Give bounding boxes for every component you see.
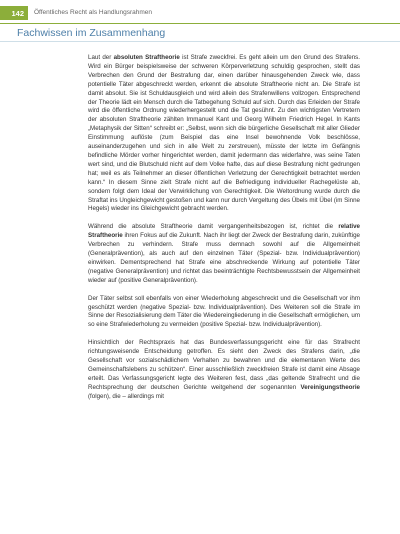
section-title: Fachwissen im Zusammenhang [17,27,166,39]
running-head: Öffentliches Recht als Handlungsrahmen [34,9,153,16]
paragraph-court-ruling [88,339,360,401]
text-run: (folgen), die – allerdings mit [88,392,165,400]
body-text [88,54,360,411]
section-rule [0,41,400,42]
text-run: ist Strafe zweckfrei. Es geht allein um den Grund des Strafens. Wird ein Bürger beispielsweise der schweren Körperverletzung schuldig gesprochen, stellt das Verbrechen den Grund der Bestrafung dar, einen darüber hinausgehenden Zweck wie, dass potentielle Täter abgeschreckt werden, erkennt die absolute Straftheorie nicht an. Die Strafe ist damit absolut. Sie ist Schuldausgleich und wird allein des Strafenwillens vollzogen. Entsprechend der Theorie lädt ein Mensch durch die Tatbegehung Schuld auf sich. Durch das Erleiden der Strafe wird die öffentliche Ordnung wiederhergestellt und die Tat gesühnt. Zu den wichtigsten Vertretern der absoluten Straftheorie zählten Immanuel Kant und Georg Wilhelm Friedrich Hegel. In Kants „Metaphysik der Sitten“ schreibt er: „Selbst, wenn sich die bürgerliche Gesellschaft mit aller Glieder Einstimmung auflöste (zum Beispiel das eine Insel bewohnende Volk beschlösse, auseinanderzugehen und sich in alle Welt zu zerstreuen), müsste der letzte im Gefängnis befindliche Mörder vorher hingerichtet werden, damit jedermann das widerfahre, was seine Taten wert sind, und die Blutschuld nicht auf dem Volke hafte, das auf diese Bestrafung nicht gedrungen hat; weil es als Teilnehmer an dieser öffentlichen Verletzung der Gerechtigkeit betrachtet werden kann.“ In diesem Sinne zielt Strafe nicht auf die Befriedigung individueller Rachegelüste ab, sondern folgt dem Ideal der Verwirklichung von Gerechtigkeit. Die Weltordnung wurde durch die Straftat ins Ungleichgewicht gestoßen und kann nur durch Vergeltung des Übels mit Übel (im Sinne Hegels) wieder ins Gleichgewicht gebracht werden. [88,54,360,213]
paragraph-absolute-theory [88,54,360,214]
text-run: Laut der [88,54,114,61]
header-rule [0,23,400,24]
text-run: ihren Fokus auf die Zukunft. Nach ihr liegt der Zweck der Bestrafung darin, zukünftige Verbrechen zu verhindern. Strafe muss demnach sowohl auf die Allgemeinheit (Generalprävention), als auch auf den einzelnen Täter (Spezial- bzw. Individualprävention) einwirken. Dementsprechend hat Strafe eine abschreckende Wirkung auf potentielle Täter (negative Generalprävention) und richtet das beeinträchtigte Rechtsbewusstsein der Allgemeinheit wieder auf (positive Generalprävention). [88,232,360,284]
key-term: relative Straftheorie [88,223,360,240]
paragraph-relative-theory [88,223,360,285]
text-run: Hinsichtlich der Rechtspraxis hat das Bundesverfassungsgericht eine für das Strafrecht richtungsweisende Entscheidung getroffen. Es sieht den Zweck des Strafens darin, „die Gesellschaft vor sozialschädlichem Verhalten zu bewahren und die elementaren Werte des Gemeinschaftslebens zu schützen“. Einer ausschließlich zweckfreien Strafe ist damit eine Absage erteilt. Das Verfassungsgericht legte des Weiteren fest, dass „das geltende Strafrecht und die Rechtsprechung der deutschen Gerichte weitgehend der sogenannten [88,339,360,391]
text-run: Während die absolute Straftheorie damit vergangenheitsbezogen ist, richtet die [88,223,339,231]
key-term: Vereinigungstheorie [300,383,360,391]
page-number: 142 [0,6,28,20]
paragraph-special-prevention: Der Täter selbst soll ebenfalls von einer Wiederholung abgeschreckt und die Gesellschaft vor ihm geschützt werden (negative Spezial- bzw. Individualprävention). Des Weiteren soll die Strafe im Sinne der Resozialisierung dem Täter die Wiedereingliederung in die Gesellschaft ermöglichen, um so eine Strafwiederholung zu vermeiden (positive Spezial- bzw. Individualprävention). [88,294,360,329]
key-term: absoluten Straftheorie [113,54,180,61]
